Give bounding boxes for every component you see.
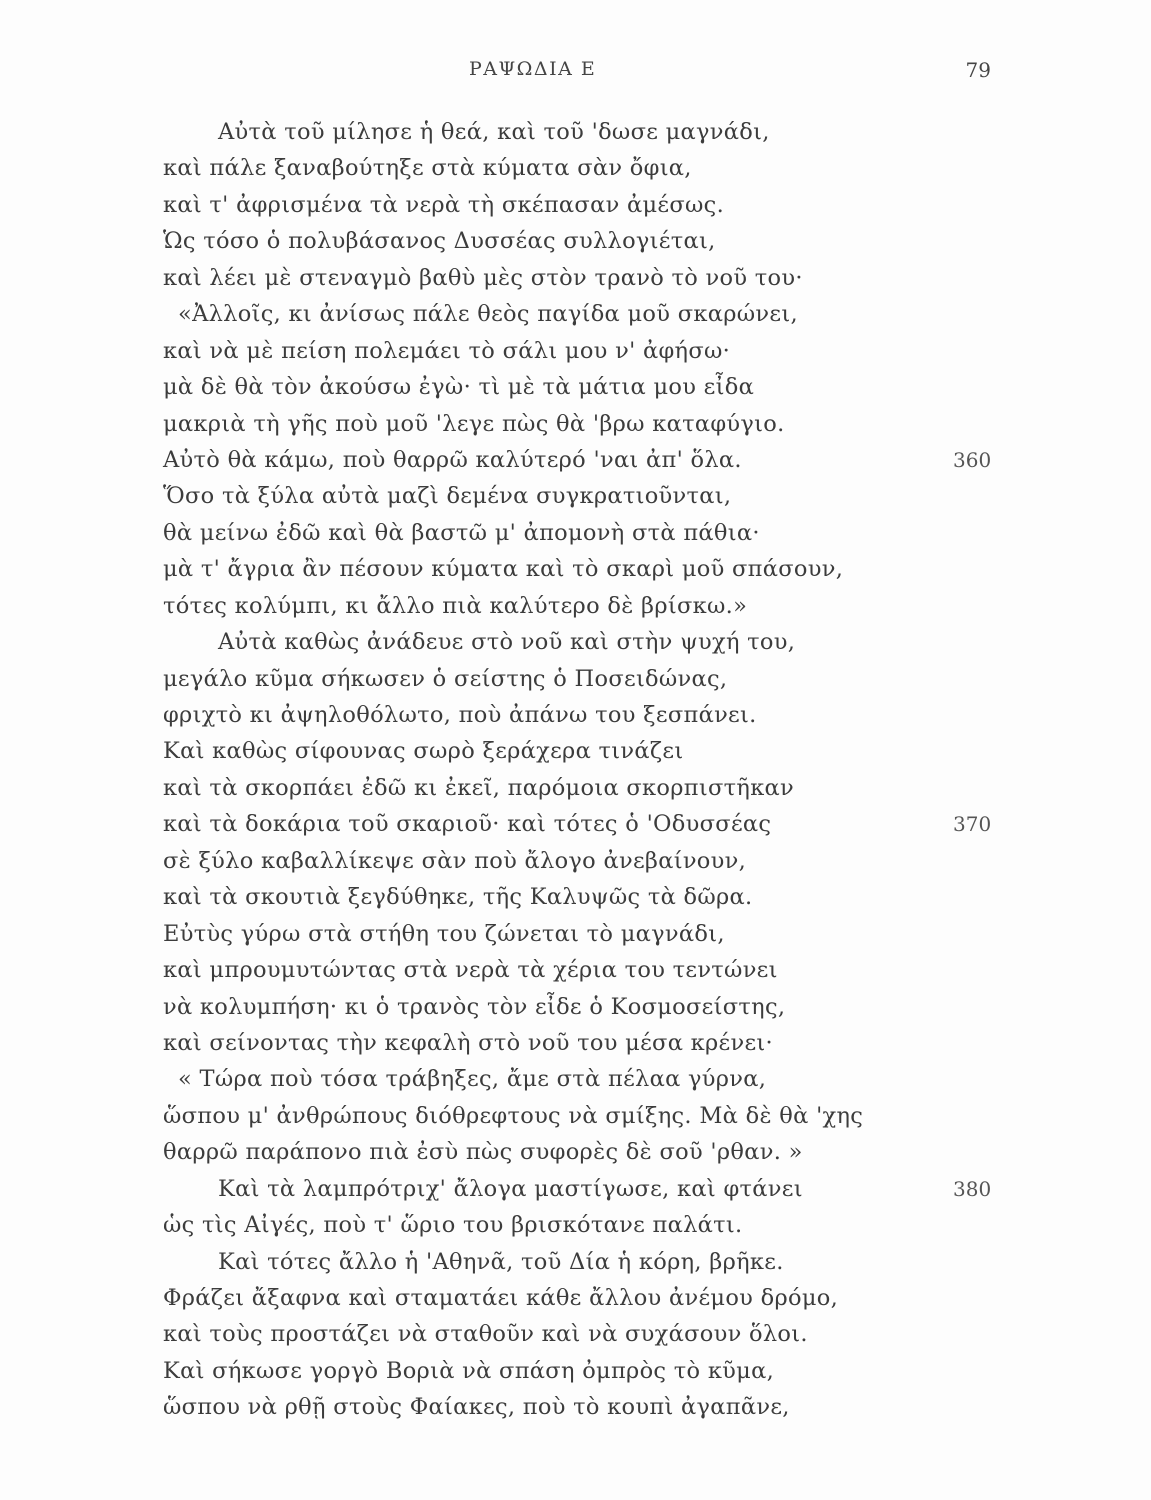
verse-line: [0, 952, 1151, 988]
verse-text: καὶ τὰ σκορπάει ἐδῶ κι ἐκεῖ, παρόμοια σκορπιστῆκαν: [163, 774, 795, 801]
verse-text: καὶ τὰ σκουτιὰ ξεγδύθηκε, τῆς Καλυψῶς τὰ δῶρα.: [163, 884, 753, 911]
verse-line: [0, 442, 1151, 478]
verse-line: [0, 916, 1151, 952]
verse-line: [0, 551, 1151, 587]
verse-line: [0, 515, 1151, 551]
verse-line: [0, 260, 1151, 296]
verse-text: Καὶ τὰ λαμπρότριχ' ἄλογα μαστίγωσε, καὶ φτάνει: [218, 1175, 803, 1202]
verse-line: [0, 223, 1151, 259]
verse-line: [0, 1244, 1151, 1280]
verse-line: [0, 187, 1151, 223]
verse-block: [0, 114, 1151, 1426]
verse-line: [0, 806, 1151, 842]
verse-text: «Ἀλλοῖς, κι ἀνίσως πάλε θεὸς παγίδα μοῦ σκαρώνει,: [178, 301, 798, 328]
verse-line: [0, 661, 1151, 697]
verse-text: μὰ τ' ἄγρια ἂν πέσουν κύματα καὶ τὸ σκαρὶ μοῦ σπάσουν,: [163, 556, 844, 583]
verse-text: καὶ τοὺς προστάζει νὰ σταθοῦν καὶ νὰ συχάσουν ὅλοι.: [163, 1321, 808, 1348]
verse-text: θὰ μείνω ἐδῶ καὶ θὰ βαστῶ μ' ἀπομονὴ στὰ πάθια·: [163, 519, 760, 546]
verse-text: τότες κολύμπι, κι ἄλλο πιὰ καλύτερο δὲ βρίσκω.»: [163, 592, 748, 619]
verse-line: [0, 989, 1151, 1025]
verse-text: Καὶ τότες ἄλλο ἡ 'Αθηνᾶ, τοῦ Δία ἡ κόρη, βρῆκε.: [218, 1248, 784, 1275]
verse-line: [0, 1134, 1151, 1170]
verse-line: [0, 369, 1151, 405]
verse-text: Φράζει ἄξαφνα καὶ σταματάει κάθε ἄλλου ἀνέμου δρόμο,: [163, 1285, 839, 1311]
verse-line: [0, 1171, 1151, 1207]
verse-text: Αὐτὰ τοῦ μίλησε ἡ θεά, καὶ τοῦ 'δωσε μαγνάδι,: [218, 119, 770, 145]
verse-text: Αὐτὰ καθὼς ἀνάδευε στὸ νοῦ καὶ στὴν ψυχή του,: [218, 629, 796, 656]
running-head: [0, 58, 1151, 88]
verse-text: ὡς τὶς Αἰγές, ποὺ τ' ὥριο του βρισκότανε παλάτι.: [163, 1212, 743, 1239]
verse-text: καὶ λέει μὲ στεναγμὸ βαθὺ μὲς στὸν τρανὸ τὸ νοῦ του·: [163, 264, 803, 291]
verse-text: μακριὰ τὴ γῆς ποὺ μοῦ 'λεγε πὼς θὰ 'βρω καταφύγιο.: [163, 410, 785, 437]
page-number: 79: [965, 58, 991, 82]
verse-line: [0, 843, 1151, 879]
verse-text: σὲ ξύλο καβαλλίκεψε σὰν ποὺ ἄλογο ἀνεβαίνουν,: [163, 847, 747, 874]
verse-text: μεγάλο κῦμα σήκωσεν ὁ σείστης ὁ Ποσειδώνας,: [163, 665, 728, 692]
verse-text: νὰ κολυμπήση· κι ὁ τρανὸς τὸν εἶδε ὁ Κοσμοσείστης,: [163, 993, 786, 1020]
verse-text: καὶ νὰ μὲ πείση πολεμάει τὸ σάλι μου ν' ἀφήσω·: [163, 337, 731, 364]
verse-text: ὥσπου μ' ἀνθρώπους διόθρεφτους νὰ σμίξης. Μὰ δὲ θὰ 'χης: [163, 1102, 864, 1129]
verse-line: [0, 770, 1151, 806]
verse-line: [0, 406, 1151, 442]
line-number: 380: [953, 1176, 992, 1201]
verse-text: Καὶ σήκωσε γοργὸ Βοριὰ νὰ σπάση ὀμπρὸς τὸ κῦμα,: [163, 1357, 775, 1384]
verse-text: Εὐτὺς γύρω στὰ στήθη του ζώνεται τὸ μαγνάδι,: [163, 920, 725, 947]
verse-line: [0, 1098, 1151, 1134]
verse-line: [0, 1061, 1151, 1097]
line-number: 370: [953, 812, 992, 837]
verse-text: καὶ μπρουμυτώντας στὰ νερὰ τὰ χέρια του τεντώνει: [163, 957, 778, 984]
verse-text: θαρρῶ παράπονο πιὰ ἐσὺ πὼς συφορὲς δὲ σοῦ 'ρθαν. »: [163, 1139, 803, 1166]
verse-line: [0, 879, 1151, 915]
verse-line: [0, 1353, 1151, 1389]
verse-line: [0, 1207, 1151, 1243]
verse-text: καὶ τ' ἀφρισμένα τὰ νερὰ τὴ σκέπασαν ἀμέσως.: [163, 191, 725, 218]
verse-line: [0, 624, 1151, 660]
verse-line: [0, 1389, 1151, 1425]
verse-line: [0, 114, 1151, 150]
verse-text: καὶ σείνοντας τὴν κεφαλὴ στὸ νοῦ του μέσα κρένει·: [163, 1029, 774, 1056]
verse-text: « Τώρα ποὺ τόσα τράβηξες, ἄμε στὰ πέλαα γύρνα,: [178, 1066, 767, 1093]
verse-text: καὶ πάλε ξαναβούτηξε στὰ κύματα σὰν ὄφια,: [163, 155, 692, 182]
running-title: ΡΑΨΩΔΙΑ Ε: [469, 58, 597, 80]
verse-text: Αὐτὸ θὰ κάμω, ποὺ θαρρῶ καλύτερό 'ναι ἀπ' ὅλα.: [163, 446, 742, 473]
verse-text: καὶ τὰ δοκάρια τοῦ σκαριοῦ· καὶ τότες ὁ 'Οδυσσέας: [163, 811, 772, 838]
verse-line: [0, 150, 1151, 186]
verse-line: [0, 478, 1151, 514]
verse-text: φριχτὸ κι ἀψηλοθόλωτο, ποὺ ἀπάνω του ξεσπάνει.: [163, 702, 757, 728]
verse-line: [0, 333, 1151, 369]
verse-line: [0, 1316, 1151, 1352]
verse-text: Καὶ καθὼς σίφουνας σωρὸ ξεράχερα τινάζει: [163, 738, 684, 765]
verse-line: [0, 1025, 1151, 1061]
line-number: 360: [953, 447, 992, 472]
verse-text: μὰ δὲ θὰ τὸν ἀκούσω ἐγὼ· τὶ μὲ τὰ μάτια μου εἶδα: [163, 374, 755, 401]
verse-text: Ὅσο τὰ ξύλα αὐτὰ μαζὶ δεμένα συγκρατιοῦνται,: [163, 483, 732, 510]
verse-text: Ὡς τόσο ὁ πολυβάσανος Δυσσέας συλλογιέται,: [163, 228, 716, 255]
verse-line: [0, 588, 1151, 624]
verse-line: [0, 733, 1151, 769]
verse-line: [0, 697, 1151, 733]
verse-line: [0, 296, 1151, 332]
verse-line: [0, 1280, 1151, 1316]
verse-text: ὥσπου νὰ ρθῇ στοὺς Φαίακες, ποὺ τὸ κουπὶ ἀγαπᾶνε,: [163, 1394, 790, 1421]
